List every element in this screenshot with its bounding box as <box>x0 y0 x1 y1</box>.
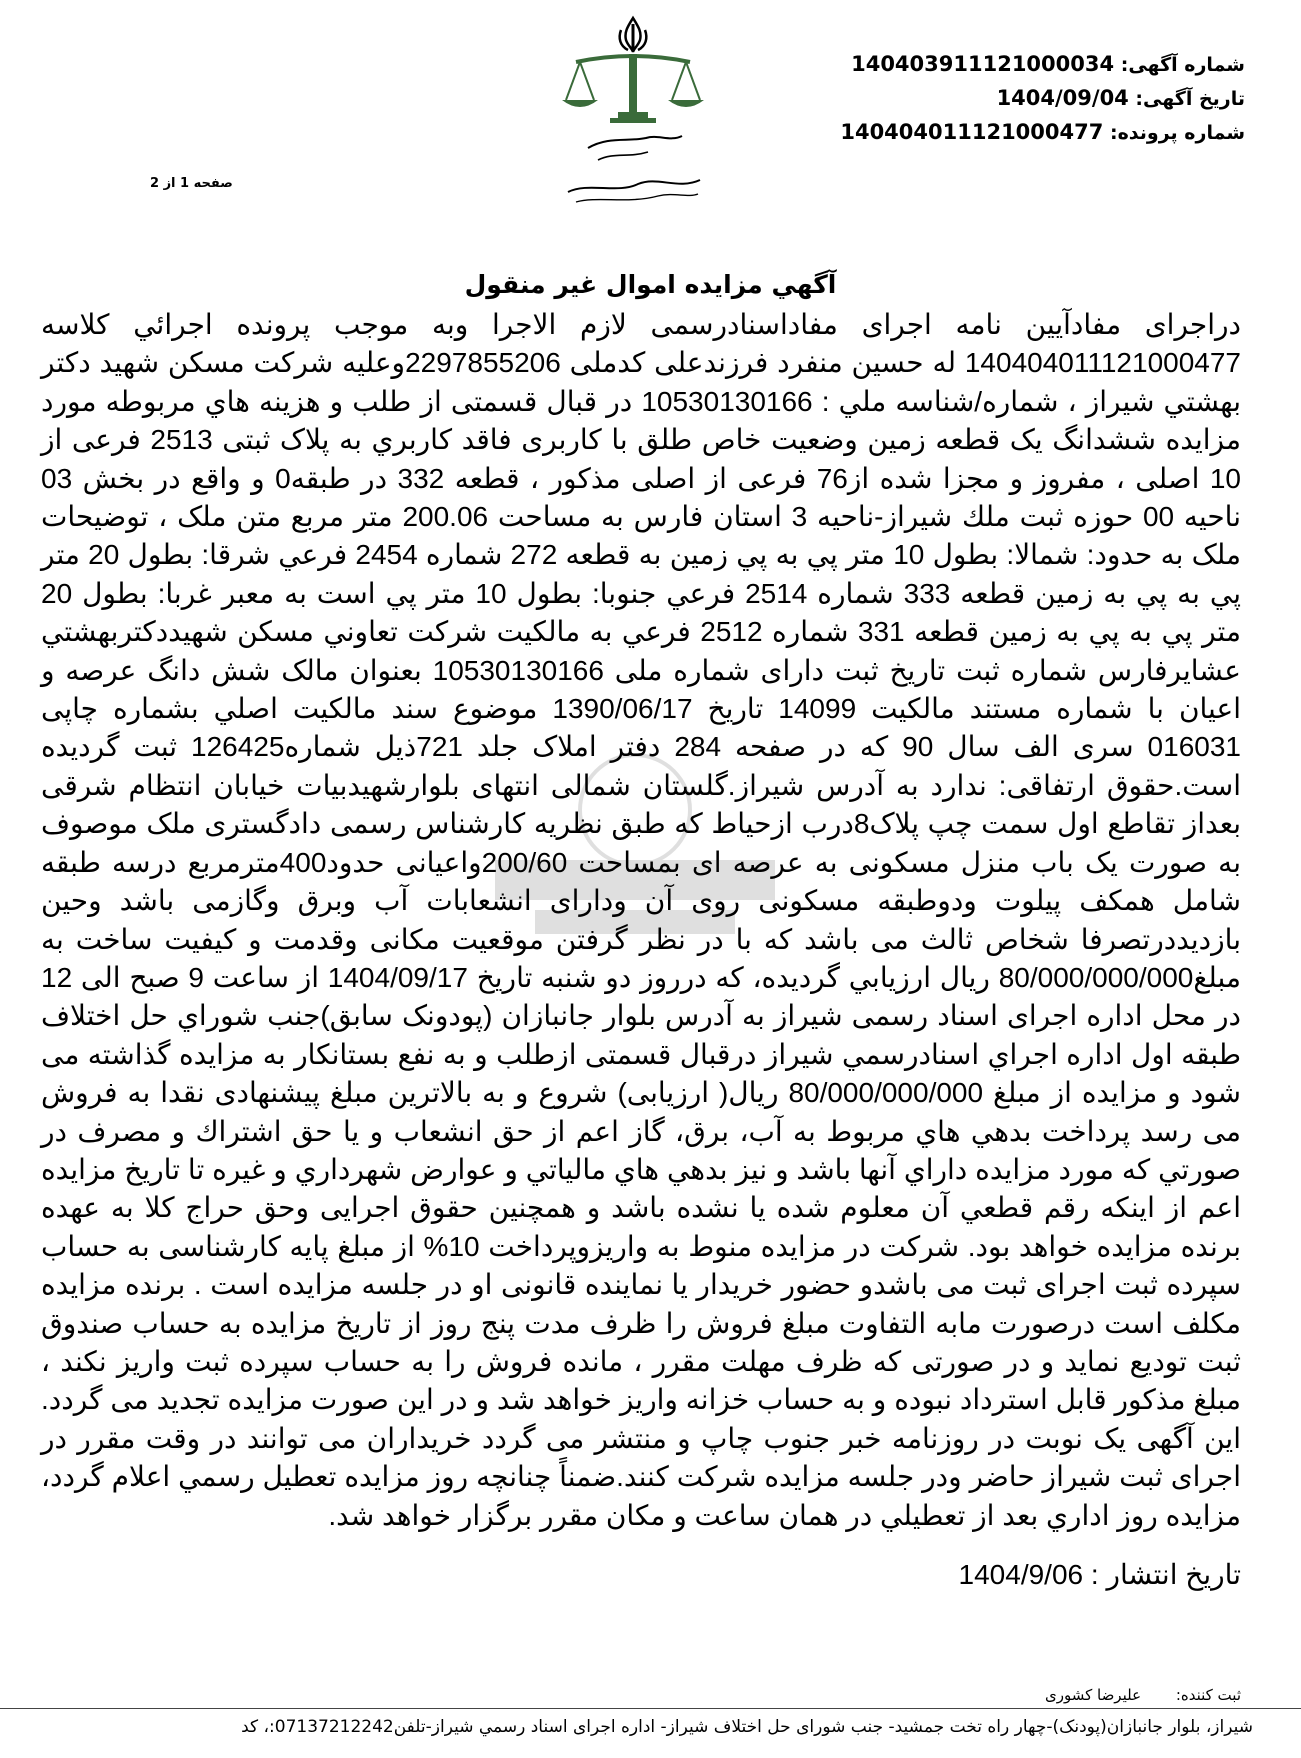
ad-number-label: شماره آگهی: <box>1120 54 1245 76</box>
judiciary-scales-icon <box>558 10 708 220</box>
ad-metadata <box>775 48 1245 150</box>
publish-date-label: تاریخ انتشار : <box>1090 1559 1241 1590</box>
registrar-label: ثبت کننده: <box>1175 1686 1241 1704</box>
page-title: آگهي مزايده اموال غير منقول <box>464 270 837 299</box>
file-number-label: شماره پرونده: <box>1109 122 1245 144</box>
file-number-row <box>775 116 1245 150</box>
ad-number-row <box>775 48 1245 82</box>
ad-date-label: تاریخ آگهی: <box>1135 88 1245 110</box>
registrar-row <box>1015 1686 1241 1704</box>
ad-number: 140403911121000034 <box>851 52 1115 76</box>
ad-date-row <box>775 82 1245 116</box>
page-number: صفحه 1 از 2 <box>150 176 233 191</box>
file-number: 140404011121000477 <box>840 120 1104 144</box>
ad-date: 1404/09/04 <box>996 86 1129 110</box>
footer-address: شیراز، بلوار جانبازان(پودنک)-چهار راه تخت جمشید- جنب شورای حل اختلاف شیراز- اداره اجرای اسناد رسمي شیراز-تلفن07137212242:، کد <box>0 1708 1301 1758</box>
publish-date: 1404/9/06 <box>958 1559 1084 1590</box>
publish-date-row <box>959 1558 1241 1591</box>
registrar-name: علیرضا کشوری <box>1044 1686 1142 1704</box>
auction-notice-body: دراجرای مفادآیین نامه اجرای مفاداسنادرسمی لازم الاجرا وبه موجب پرونده اجرائي كلاسه 140404011121000477 له حسین منفرد فرزندعلی کدملی 2297855206وعلیه شرکت مسکن شهید دكتر بهشتي شيراز ، شماره/شناسه ملي : 10530130166 در قبال قسمتی از طلب و هزينه هاي مربوطه مورد مزایده ششدانگ یک قطعه زمین وضعیت خاص طلق با کاربری فاقد كاربري به پلاک ثبتی 2513 فرعی از 10 اصلی ، مفروز و مجزا شده از76 فرعی از اصلی مذکور ، قطعه 332 در طبقه0 و واقع در بخش 03 ناحیه 00 حوزه ثبت ملك شيراز-ناحیه 3 استان فارس به مساحت 200.06 متر مربع متن ملک ، توضيحات ملک به حدود: شمالا: بطول 10 متر پي به پي زمين به قطعه 272 شماره 2454 فرعي شرقا: بطول 20 متر پي به پي به زمين قطعه 333 شماره 2514 فرعي جنوبا: بطول 10 متر پي است به معبر غربا: بطول 20 متر پي به پي به زمين قطعه 331 شماره 2512 فرعي به مالكيت شركت تعاوني مسكن شهيددكتربهشتي عشايرفارس شماره ثبت تاريخ ثبت دارای شماره ملی 10530130166 بعنوان مالک شش دانگ عرصه و اعيان با شماره مستند مالكيت 14099 تاريخ 1390/06/17 موضوع سند مالكيت اصلي بشماره چاپی 016031 سری الف سال 90 که در صفحه 284 دفتر املاک جلد 721ذیل شماره126425 ثبت گرديده است.حقوق ارتفاقی: ندارد به آدرس شیراز.گلستان شمالی انتهای بلوارشهیدبیات خیابان انتظام شرقی بعداز تقاطع اول سمت چپ پلاک8درب ازحیاط که طبق نظریه کارشناس رسمی دادگستری ملک موصوف به صورت یک باب منزل مسکونی به عرصه ای بمساحت 200/60واعیانی حدود400مترمربع درسه طبقه شامل همکف پیلوت ودوطبقه مسکونی روی آن ودارای انشعابات آب وبرق وگازمی باشد وحین بازدیددرتصرفا شخاص ثالث می باشد که با در نظر گرفتن موقعیت مکانی وقدمت و کیفیت ساخت به مبلغ80/000/000/000 ريال ارزيابي گرديده، كه درروز دو شنبه تاريخ 1404/09/17 از ساعت 9 صبح الی 12 در محل اداره اجرای اسناد رسمی شیراز به آدرس بلوار جانبازان (پودونک سابق)جنب شوراي حل اختلاف طبقه اول اداره اجراي اسنادرسمي شيراز درقبال قسمتی ازطلب و به نفع بستانكار به مزايده گذاشته می شود و مزايده از مبلغ 80/000/000/000 ريال( ارزيابی) شروع و به بالاترين مبلغ پيشنهادی نقدا به فروش می رسد پرداخت بدهي هاي مربوط به آب، برق، گاز اعم از حق انشعاب و يا حق اشتراك و مصرف در صورتي كه مورد مزايده داراي آنها باشد و نيز بدهي هاي مالياتي و عوارض شهرداري و غيره تا تاريخ مزايده اعم از اينكه رقم قطعي آن معلوم شده يا نشده باشد و همچنين حقوق اجرایی وحق حراج كلا به عهده برنده مزايده خواهد بود. شركت در مزايده منوط به واريزوپرداخت 10% از مبلغ پايه كارشناسی به حساب سپرده ثبت اجرای ثبت می باشدو حضور خريدار يا نماينده قانونی او در جلسه مزايده است . برنده مزايده مكلف است درصورت مابه التفاوت مبلغ فروش را ظرف مدت پنج روز از تاريخ مزايده به حساب صندوق ثبت توديع نمايد و در صورتی كه ظرف مهلت مقرر ، مانده فروش را به حساب سپرده ثبت واريز نكند ، مبلغ مذكور قابل استرداد نبوده و به حساب خزانه واريز خواهد شد و در اين صورت مزايده تجديد می گردد. اين آگهی يک نوبت در روزنامه خبر جنوب چاپ و منتشر می گردد خريداران می توانند در وقت مقرر در اجرای ثبت شيراز حاضر ودر جلسه مزايده شركت كنند.ضمناً چنانچه روز مزايده تعطيل رسمي اعلام گردد، مزايده روز اداري بعد از تعطيلي در همان ساعت و مكان مقرر برگزار خواهد شد. <box>41 309 1242 1531</box>
